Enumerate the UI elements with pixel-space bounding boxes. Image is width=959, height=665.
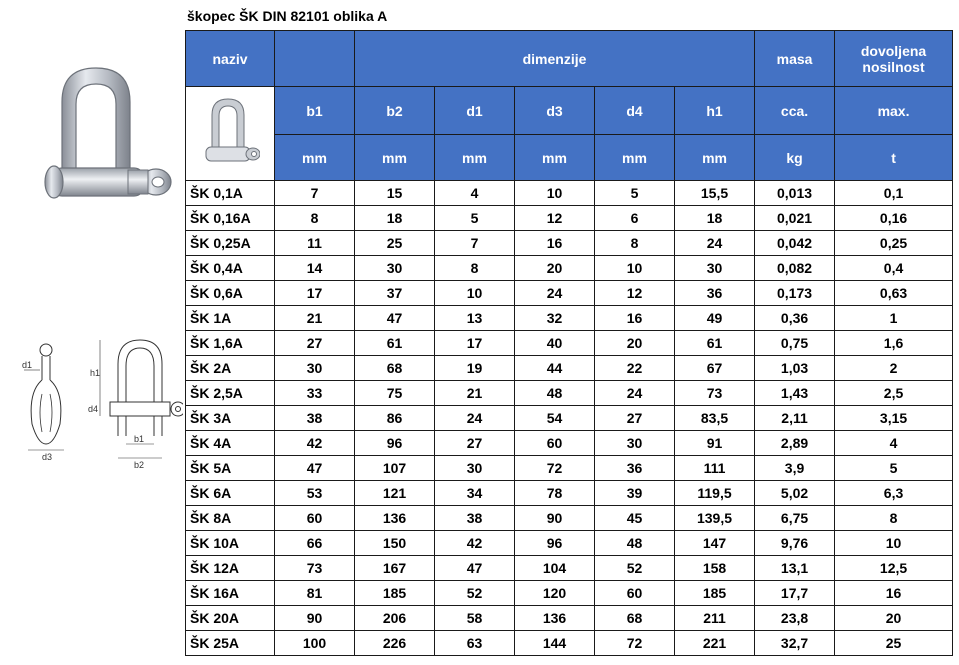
- cell-b2: 121: [355, 481, 435, 506]
- cell-d3: 72: [515, 456, 595, 481]
- table-row: [186, 606, 953, 631]
- cell-name: ŠK 0,16A: [186, 206, 275, 231]
- cell-load: 0,4: [835, 256, 953, 281]
- col-cca: cca.: [755, 87, 835, 135]
- cell-name: ŠK 4A: [186, 431, 275, 456]
- cell-load: 16: [835, 581, 953, 606]
- cell-d4: 30: [595, 431, 675, 456]
- cell-d1: 27: [435, 431, 515, 456]
- cell-b2: 167: [355, 556, 435, 581]
- cell-b2: 25: [355, 231, 435, 256]
- cell-d4: 36: [595, 456, 675, 481]
- cell-h1: 139,5: [675, 506, 755, 531]
- label-b2: b2: [134, 460, 145, 470]
- cell-b1: 21: [275, 306, 355, 331]
- cell-b2: 47: [355, 306, 435, 331]
- cell-h1: 185: [675, 581, 755, 606]
- cell-d1: 4: [435, 181, 515, 206]
- table-row: [186, 281, 953, 306]
- cell-name: ŠK 1A: [186, 306, 275, 331]
- cell-mass: 0,36: [755, 306, 835, 331]
- table-row: [186, 206, 953, 231]
- cell-d1: 5: [435, 206, 515, 231]
- cell-d1: 58: [435, 606, 515, 631]
- cell-b1: 100: [275, 631, 355, 656]
- table-row: [186, 456, 953, 481]
- cell-b2: 96: [355, 431, 435, 456]
- cell-b1: 14: [275, 256, 355, 281]
- cell-b2: 185: [355, 581, 435, 606]
- cell-d3: 104: [515, 556, 595, 581]
- col-h1: h1: [675, 87, 755, 135]
- cell-h1: 91: [675, 431, 755, 456]
- cell-name: ŠK 1,6A: [186, 331, 275, 356]
- table-row: [186, 306, 953, 331]
- cell-b1: 47: [275, 456, 355, 481]
- cell-b1: 38: [275, 406, 355, 431]
- cell-d4: 6: [595, 206, 675, 231]
- cell-d4: 20: [595, 331, 675, 356]
- cell-name: ŠK 3A: [186, 406, 275, 431]
- cell-b2: 61: [355, 331, 435, 356]
- cell-mass: 1,03: [755, 356, 835, 381]
- cell-b1: 27: [275, 331, 355, 356]
- cell-mass: 17,7: [755, 581, 835, 606]
- table-row: [186, 331, 953, 356]
- cell-b1: 53: [275, 481, 355, 506]
- table-row: [186, 556, 953, 581]
- table-row: [186, 406, 953, 431]
- cell-d1: 7: [435, 231, 515, 256]
- cell-d3: 54: [515, 406, 595, 431]
- cell-d1: 47: [435, 556, 515, 581]
- unit-b1: mm: [275, 135, 355, 181]
- cell-b1: 8: [275, 206, 355, 231]
- unit-b2: mm: [355, 135, 435, 181]
- cell-d3: 44: [515, 356, 595, 381]
- unit-d1: mm: [435, 135, 515, 181]
- page-title: škopec ŠK DIN 82101 oblika A: [187, 8, 388, 24]
- cell-name: ŠK 0,4A: [186, 256, 275, 281]
- cell-b1: 33: [275, 381, 355, 406]
- cell-load: 4: [835, 431, 953, 456]
- cell-h1: 211: [675, 606, 755, 631]
- cell-d3: 16: [515, 231, 595, 256]
- cell-d1: 42: [435, 531, 515, 556]
- cell-b2: 226: [355, 631, 435, 656]
- cell-d3: 20: [515, 256, 595, 281]
- cell-d3: 96: [515, 531, 595, 556]
- cell-d1: 24: [435, 406, 515, 431]
- cell-h1: 73: [675, 381, 755, 406]
- cell-d3: 60: [515, 431, 595, 456]
- label-h1: h1: [90, 368, 101, 378]
- cell-name: ŠK 16A: [186, 581, 275, 606]
- cell-d3: 24: [515, 281, 595, 306]
- cell-name: ŠK 5A: [186, 456, 275, 481]
- table-row: [186, 181, 953, 206]
- header-masa: masa: [755, 31, 835, 87]
- cell-h1: 147: [675, 531, 755, 556]
- cell-load: 20: [835, 606, 953, 631]
- cell-d1: 10: [435, 281, 515, 306]
- cell-b2: 150: [355, 531, 435, 556]
- label-b1: b1: [134, 434, 145, 444]
- cell-mass: 0,042: [755, 231, 835, 256]
- cell-b2: 75: [355, 381, 435, 406]
- cell-h1: 61: [675, 331, 755, 356]
- cell-d1: 13: [435, 306, 515, 331]
- cell-name: ŠK 25A: [186, 631, 275, 656]
- cell-d4: 60: [595, 581, 675, 606]
- cell-h1: 30: [675, 256, 755, 281]
- header-naziv: naziv: [186, 31, 275, 87]
- cell-d1: 38: [435, 506, 515, 531]
- shackle-photo: [40, 62, 175, 220]
- cell-d4: 24: [595, 381, 675, 406]
- cell-load: 0,63: [835, 281, 953, 306]
- col-max: max.: [835, 87, 953, 135]
- cell-mass: 0,021: [755, 206, 835, 231]
- cell-b2: 30: [355, 256, 435, 281]
- cell-h1: 221: [675, 631, 755, 656]
- unit-kg: kg: [755, 135, 835, 181]
- cell-load: 3,15: [835, 406, 953, 431]
- cell-load: 0,1: [835, 181, 953, 206]
- cell-load: 2: [835, 356, 953, 381]
- cell-d1: 30: [435, 456, 515, 481]
- cell-mass: 0,082: [755, 256, 835, 281]
- cell-load: 2,5: [835, 381, 953, 406]
- cell-name: ŠK 10A: [186, 531, 275, 556]
- cell-d4: 39: [595, 481, 675, 506]
- technical-drawing: [18, 332, 183, 472]
- cell-d3: 10: [515, 181, 595, 206]
- cell-h1: 49: [675, 306, 755, 331]
- cell-mass: 32,7: [755, 631, 835, 656]
- cell-d3: 120: [515, 581, 595, 606]
- cell-load: 0,25: [835, 231, 953, 256]
- cell-d4: 48: [595, 531, 675, 556]
- cell-b2: 107: [355, 456, 435, 481]
- cell-mass: 3,9: [755, 456, 835, 481]
- cell-h1: 119,5: [675, 481, 755, 506]
- cell-h1: 111: [675, 456, 755, 481]
- cell-d3: 78: [515, 481, 595, 506]
- shackle-thumbnail: [186, 87, 275, 181]
- cell-b1: 73: [275, 556, 355, 581]
- cell-h1: 36: [675, 281, 755, 306]
- cell-name: ŠK 12A: [186, 556, 275, 581]
- table-row: [186, 256, 953, 281]
- cell-d3: 144: [515, 631, 595, 656]
- cell-load: 10: [835, 531, 953, 556]
- cell-mass: 6,75: [755, 506, 835, 531]
- header-blank: [275, 31, 355, 87]
- cell-d1: 19: [435, 356, 515, 381]
- table-row: [186, 531, 953, 556]
- cell-load: 5: [835, 456, 953, 481]
- cell-load: 25: [835, 631, 953, 656]
- cell-d4: 72: [595, 631, 675, 656]
- table-row: [186, 231, 953, 256]
- cell-h1: 18: [675, 206, 755, 231]
- cell-name: ŠK 8A: [186, 506, 275, 531]
- col-d3: d3: [515, 87, 595, 135]
- cell-name: ŠK 20A: [186, 606, 275, 631]
- col-d1: d1: [435, 87, 515, 135]
- cell-mass: 0,013: [755, 181, 835, 206]
- cell-b2: 86: [355, 406, 435, 431]
- cell-load: 1: [835, 306, 953, 331]
- col-b1: b1: [275, 87, 355, 135]
- cell-d4: 27: [595, 406, 675, 431]
- unit-h1: mm: [675, 135, 755, 181]
- cell-d4: 45: [595, 506, 675, 531]
- label-d4: d4: [88, 404, 99, 414]
- cell-h1: 83,5: [675, 406, 755, 431]
- cell-d1: 63: [435, 631, 515, 656]
- cell-name: ŠK 0,1A: [186, 181, 275, 206]
- cell-h1: 67: [675, 356, 755, 381]
- cell-mass: 2,11: [755, 406, 835, 431]
- cell-d1: 34: [435, 481, 515, 506]
- cell-d1: 17: [435, 331, 515, 356]
- cell-d4: 68: [595, 606, 675, 631]
- cell-mass: 5,02: [755, 481, 835, 506]
- cell-d4: 10: [595, 256, 675, 281]
- cell-d3: 40: [515, 331, 595, 356]
- table-row: [186, 381, 953, 406]
- cell-b1: 90: [275, 606, 355, 631]
- label-d3: d3: [42, 452, 53, 462]
- cell-d3: 48: [515, 381, 595, 406]
- cell-mass: 13,1: [755, 556, 835, 581]
- cell-load: 8: [835, 506, 953, 531]
- col-d4: d4: [595, 87, 675, 135]
- cell-d4: 8: [595, 231, 675, 256]
- cell-name: ŠK 0,25A: [186, 231, 275, 256]
- cell-h1: 24: [675, 231, 755, 256]
- header-dimenzije: dimenzije: [355, 31, 755, 87]
- unit-d3: mm: [515, 135, 595, 181]
- cell-b1: 11: [275, 231, 355, 256]
- cell-b2: 15: [355, 181, 435, 206]
- cell-d3: 90: [515, 506, 595, 531]
- col-b2: b2: [355, 87, 435, 135]
- cell-b2: 37: [355, 281, 435, 306]
- cell-name: ŠK 2,5A: [186, 381, 275, 406]
- unit-t: t: [835, 135, 953, 181]
- cell-d3: 136: [515, 606, 595, 631]
- cell-d4: 16: [595, 306, 675, 331]
- cell-b1: 81: [275, 581, 355, 606]
- cell-h1: 158: [675, 556, 755, 581]
- table-row: [186, 506, 953, 531]
- cell-d3: 32: [515, 306, 595, 331]
- cell-b2: 136: [355, 506, 435, 531]
- cell-mass: 2,89: [755, 431, 835, 456]
- cell-d4: 22: [595, 356, 675, 381]
- shackle-thumbnail-icon: [200, 95, 260, 173]
- table-row: [186, 631, 953, 656]
- table-row: [186, 481, 953, 506]
- cell-b1: 30: [275, 356, 355, 381]
- label-d1: d1: [22, 360, 33, 370]
- cell-b1: 17: [275, 281, 355, 306]
- cell-d4: 5: [595, 181, 675, 206]
- cell-load: 12,5: [835, 556, 953, 581]
- cell-b1: 66: [275, 531, 355, 556]
- table-row: [186, 356, 953, 381]
- cell-b2: 68: [355, 356, 435, 381]
- cell-d3: 12: [515, 206, 595, 231]
- shackle-spec-table: [185, 30, 953, 656]
- header-nosilnost: dovoljena nosilnost: [835, 31, 953, 87]
- cell-h1: 15,5: [675, 181, 755, 206]
- cell-mass: 0,75: [755, 331, 835, 356]
- cell-name: ŠK 6A: [186, 481, 275, 506]
- cell-d4: 52: [595, 556, 675, 581]
- cell-d1: 52: [435, 581, 515, 606]
- cell-mass: 23,8: [755, 606, 835, 631]
- cell-name: ŠK 2A: [186, 356, 275, 381]
- cell-b1: 7: [275, 181, 355, 206]
- cell-mass: 9,76: [755, 531, 835, 556]
- cell-b2: 18: [355, 206, 435, 231]
- cell-d4: 12: [595, 281, 675, 306]
- unit-d4: mm: [595, 135, 675, 181]
- cell-b1: 60: [275, 506, 355, 531]
- cell-mass: 1,43: [755, 381, 835, 406]
- cell-load: 1,6: [835, 331, 953, 356]
- cell-load: 0,16: [835, 206, 953, 231]
- cell-b2: 206: [355, 606, 435, 631]
- cell-b1: 42: [275, 431, 355, 456]
- cell-d1: 8: [435, 256, 515, 281]
- table-row: [186, 581, 953, 606]
- cell-mass: 0,173: [755, 281, 835, 306]
- cell-d1: 21: [435, 381, 515, 406]
- cell-load: 6,3: [835, 481, 953, 506]
- table-row: [186, 431, 953, 456]
- cell-name: ŠK 0,6A: [186, 281, 275, 306]
